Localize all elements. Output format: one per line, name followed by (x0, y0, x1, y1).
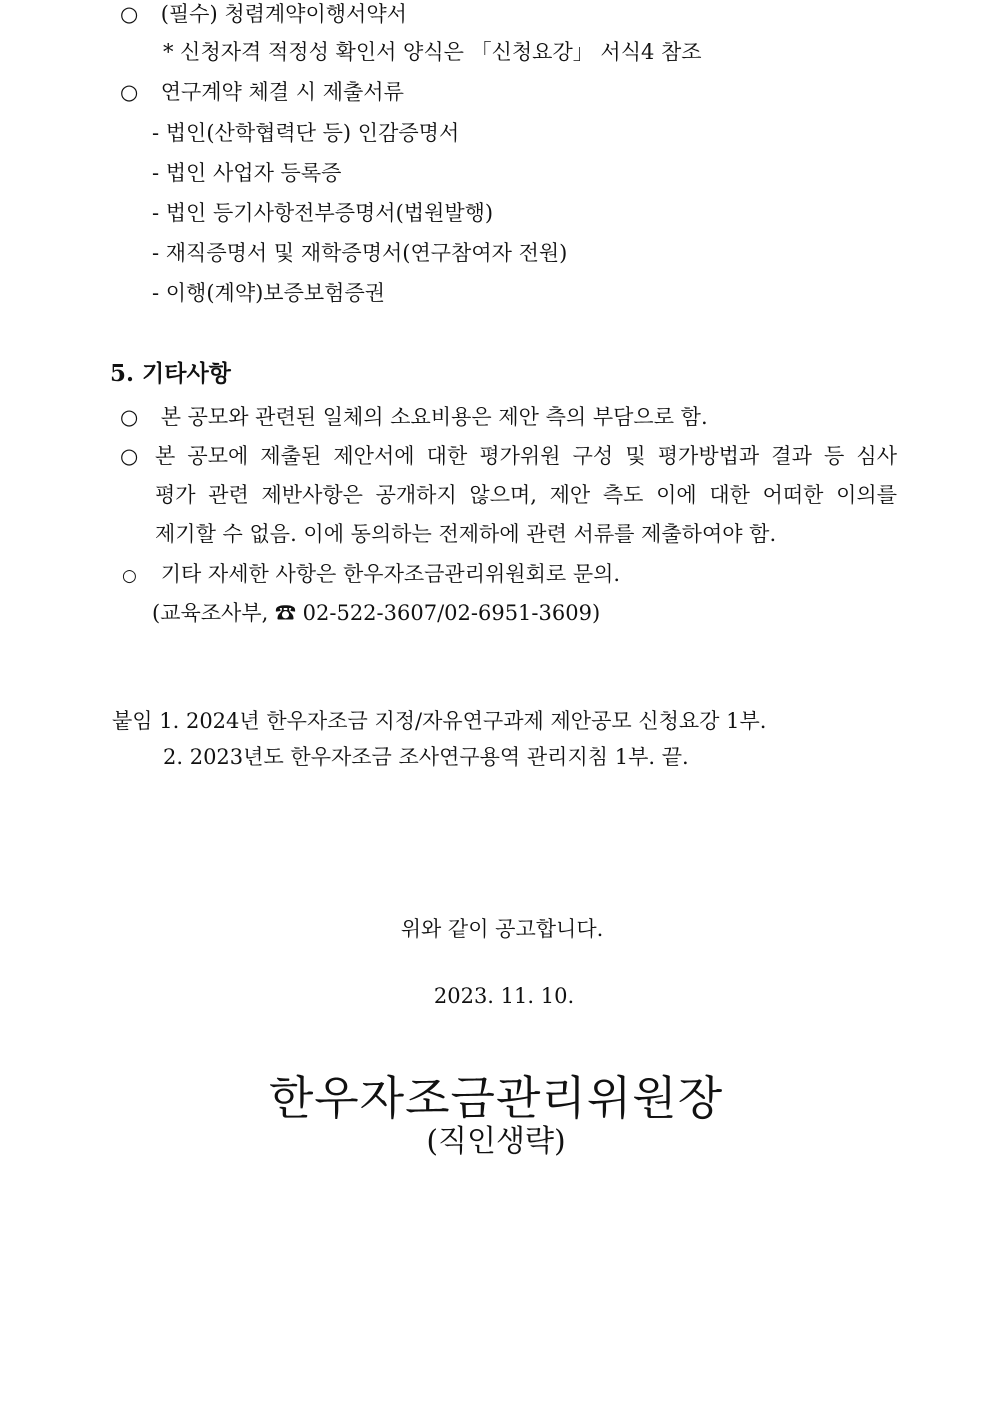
announcement-text: 위와 같이 공고합니다. (400, 917, 604, 941)
seal-omitted-note: (직인생략) (426, 1124, 566, 1159)
list-item-inquiry (122, 560, 620, 590)
list-item-contract-docs (120, 78, 404, 106)
list-item-text: (필수) 청렴계약이행서약서 (160, 2, 407, 26)
note-application-form: * 신청자격 적정성 확인서 양식은 「신청요강」 서식4 참조 (163, 40, 702, 64)
list-item-integrity-pledge (120, 0, 407, 28)
circle-bullet-icon: ○ (120, 2, 139, 26)
evaluation-text-line-1: 본 공모에 제출된 제안서에 대한 평가위원 구성 및 평가방법과 결과 등 심사 (155, 444, 897, 468)
small-circle-bullet-icon: ○ (122, 566, 137, 586)
circle-bullet-icon: ○ (120, 405, 139, 429)
contact-info: (교육조사부, ☎ 02-522-3607/02-6951-3609) (152, 601, 601, 625)
list-item-costs (120, 403, 708, 431)
list-item-text: 연구계약 체결 시 제출서류 (160, 80, 404, 104)
section-title-other-matters: 5. 기타사항 (110, 360, 231, 387)
contract-doc-employment-certificate: - 재직증명서 및 재학증명서(연구참여자 전원) (152, 241, 568, 265)
list-item-text: 본 공모와 관련된 일체의 소요비용은 제안 측의 부담으로 함. (160, 405, 708, 429)
contract-doc-corporate-registry: - 법인 등기사항전부증명서(법원발행) (152, 201, 494, 225)
contract-doc-business-registration: - 법인 사업자 등록증 (152, 161, 342, 185)
contract-doc-seal-certificate: - 법인(산학협력단 등) 인감증명서 (152, 121, 460, 145)
circle-bullet-icon: ○ (120, 444, 139, 468)
attachment-line-1: 붙임 1. 2024년 한우자조금 지정/자유연구과제 제안공모 신청요강 1부. (112, 709, 767, 733)
evaluation-text-line-2: 평가 관련 제반사항은 공개하지 않으며, 제안 측도 이에 대한 어떠한 이의를 (155, 483, 897, 507)
contract-doc-surety-insurance: - 이행(계약)보증보험증권 (152, 281, 386, 305)
circle-bullet-icon: ○ (120, 80, 139, 104)
list-item-text: 기타 자세한 사항은 한우자조금관리위원회로 문의. (160, 562, 621, 586)
issuer-title: 한우자조금관리위원장 (268, 1071, 724, 1125)
evaluation-text-line-3: 제기할 수 없음. 이에 동의하는 전제하에 관련 서류를 제출하여야 함. (155, 522, 777, 546)
announcement-date: 2023. 11. 10. (433, 984, 575, 1008)
attachment-line-2: 2. 2023년도 한우자조금 조사연구용역 관리지침 1부. 끝. (163, 745, 689, 769)
